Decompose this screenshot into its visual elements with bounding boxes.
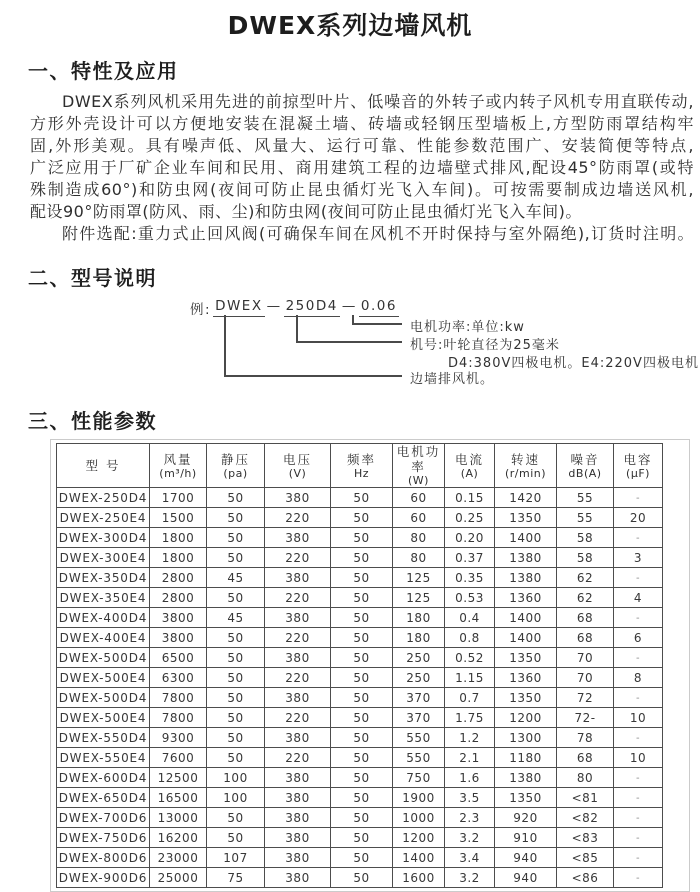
empty-dash: - (635, 772, 641, 784)
table-cell: 50 (207, 808, 265, 828)
model-cell: DWEX-300D4 (57, 528, 150, 548)
table-cell: 50 (331, 488, 393, 508)
table-row (57, 668, 663, 688)
table-cell (614, 788, 663, 808)
table-cell: 380 (265, 568, 331, 588)
model-cell: DWEX-600D4 (57, 768, 150, 788)
table-row (57, 608, 663, 628)
table-cell: 50 (331, 788, 393, 808)
table-row (57, 708, 663, 728)
connector-vertical-series (224, 315, 226, 376)
table-cell: 50 (207, 708, 265, 728)
column-header (393, 444, 445, 488)
table-cell: 380 (265, 488, 331, 508)
table-cell: 3800 (150, 628, 207, 648)
example-size-code: 250D4 (284, 298, 340, 317)
connector-horizontal-size (296, 341, 402, 343)
table-cell: 50 (207, 748, 265, 768)
column-header-label: 转速 (510, 451, 540, 467)
table-cell (614, 848, 663, 868)
example-dash-2: — (341, 298, 357, 314)
table-cell: 2800 (150, 568, 207, 588)
table-cell: 100 (207, 788, 265, 808)
table-cell: 7800 (150, 708, 207, 728)
table-cell: 3 (614, 548, 663, 568)
table-cell (614, 688, 663, 708)
table-cell: 50 (331, 548, 393, 568)
table-cell: 370 (393, 688, 445, 708)
table-cell: 1360 (495, 668, 557, 688)
model-cell: DWEX-500E4 (57, 708, 150, 728)
empty-dash: - (635, 872, 641, 884)
table-cell: 0.35 (445, 568, 495, 588)
table-cell: 1350 (495, 508, 557, 528)
table-cell: 50 (207, 588, 265, 608)
section3-heading: 三、性能参数 (28, 409, 157, 433)
table-cell: 50 (331, 628, 393, 648)
table-cell: 220 (265, 508, 331, 528)
table-cell: 8 (614, 668, 663, 688)
table-cell: 220 (265, 668, 331, 688)
column-header-label: 频率 (346, 451, 376, 467)
table-cell: 6500 (150, 648, 207, 668)
table-cell: 72 (557, 688, 614, 708)
table-cell: 220 (265, 748, 331, 768)
table-cell: 62 (557, 568, 614, 588)
table-cell: 50 (331, 688, 393, 708)
table-cell: 0.8 (445, 628, 495, 648)
table-cell: 50 (207, 548, 265, 568)
table-cell: 100 (207, 768, 265, 788)
table-cell: 50 (331, 508, 393, 528)
table-cell: 220 (265, 548, 331, 568)
table-cell: 6 (614, 628, 663, 648)
table-cell: 750 (393, 768, 445, 788)
column-header (331, 444, 393, 488)
empty-dash: - (635, 812, 641, 824)
table-cell: 1.6 (445, 768, 495, 788)
column-header (557, 444, 614, 488)
model-cell: DWEX-650D4 (57, 788, 150, 808)
table-cell: 50 (207, 688, 265, 708)
table-cell: 550 (393, 728, 445, 748)
table-cell: 2.1 (445, 748, 495, 768)
table-cell: 180 (393, 628, 445, 648)
table-cell: 50 (331, 648, 393, 668)
table-row (57, 688, 663, 708)
empty-dash: - (635, 852, 641, 864)
table-cell: 180 (393, 608, 445, 628)
table-cell: 12500 (150, 768, 207, 788)
table-cell: 10 (614, 708, 663, 728)
table-cell: 1400 (495, 608, 557, 628)
table-cell: 1360 (495, 588, 557, 608)
model-cell: DWEX-750D6 (57, 828, 150, 848)
performance-table-frame (50, 439, 690, 892)
para-line: 固,外形美观。具有噪声低、风量大、运行可靠、性能参数范围广、安装简便等特点, (30, 136, 694, 155)
table-cell: 1.15 (445, 668, 495, 688)
table-cell: 50 (207, 628, 265, 648)
table-cell: 78 (557, 728, 614, 748)
table-cell: <86 (557, 868, 614, 888)
table-row (57, 868, 663, 888)
table-cell: 16500 (150, 788, 207, 808)
table-cell (614, 608, 663, 628)
table-cell: 220 (265, 708, 331, 728)
table-cell: 1350 (495, 688, 557, 708)
table-cell: 1800 (150, 548, 207, 568)
table-row (57, 568, 663, 588)
table-cell: 1380 (495, 568, 557, 588)
column-header-label: 静压 (220, 451, 250, 467)
column-header-unit: (V) (288, 466, 307, 480)
table-cell: 55 (557, 488, 614, 508)
para-line: 方形外壳设计可以方便地安装在混凝土墙、砖墙或轻钢压型墙板上,方型防雨罩结构牢 (30, 114, 694, 133)
table-cell: 1350 (495, 788, 557, 808)
table-cell: 4 (614, 588, 663, 608)
table-cell (614, 768, 663, 788)
model-cell: DWEX-250D4 (57, 488, 150, 508)
table-cell: 1000 (393, 808, 445, 828)
table-cell: 7800 (150, 688, 207, 708)
model-cell: DWEX-700D6 (57, 808, 150, 828)
table-row (57, 828, 663, 848)
column-header-unit: dB(A) (568, 466, 602, 480)
table-cell: 1700 (150, 488, 207, 508)
table-cell: 60 (393, 508, 445, 528)
table-cell: 0.4 (445, 608, 495, 628)
empty-dash: - (635, 732, 641, 744)
model-cell: DWEX-500E4 (57, 668, 150, 688)
table-row (57, 848, 663, 868)
para-line: 配设90°防雨罩(防风、雨、尘)和防虫网(夜间可防止昆虫循灯光飞入车间)。 (30, 202, 582, 221)
table-cell: 50 (207, 648, 265, 668)
model-cell: DWEX-550D4 (57, 728, 150, 748)
table-cell: 50 (331, 768, 393, 788)
model-cell: DWEX-250E4 (57, 508, 150, 528)
table-cell: 50 (207, 508, 265, 528)
table-cell: 1200 (393, 828, 445, 848)
table-cell: 50 (331, 728, 393, 748)
section1-heading: 一、特性及应用 (28, 59, 179, 83)
connector-vertical-size (296, 315, 298, 342)
table-cell: 20 (614, 508, 663, 528)
table-cell: 50 (331, 608, 393, 628)
table-cell: 68 (557, 628, 614, 648)
table-cell: 50 (331, 588, 393, 608)
table-cell: 107 (207, 848, 265, 868)
table-cell: 3.2 (445, 868, 495, 888)
table-cell: 60 (393, 488, 445, 508)
table-cell: 62 (557, 588, 614, 608)
table-row (57, 508, 663, 528)
callout-motor-power: 电机功率:单位:kw (410, 320, 525, 335)
table-header-row (57, 444, 663, 488)
table-cell: 0.37 (445, 548, 495, 568)
table-cell: 1800 (150, 528, 207, 548)
table-cell: 45 (207, 608, 265, 628)
table-cell: 380 (265, 688, 331, 708)
table-cell: 50 (207, 668, 265, 688)
callout-machine-no: 机号:叶轮直径为25毫米 (410, 338, 560, 353)
table-cell: 50 (331, 668, 393, 688)
column-header (207, 444, 265, 488)
table-cell: 25000 (150, 868, 207, 888)
table-cell: 0.52 (445, 648, 495, 668)
table-cell: 1380 (495, 768, 557, 788)
table-cell: 80 (393, 528, 445, 548)
empty-dash: - (635, 832, 641, 844)
table-row (57, 588, 663, 608)
column-header-label: 电机功率 (396, 444, 441, 474)
table-cell: 7600 (150, 748, 207, 768)
example-series-code: DWEX (213, 298, 265, 317)
column-header-unit: (r/min) (504, 466, 547, 480)
table-cell: 380 (265, 828, 331, 848)
table-cell (614, 648, 663, 668)
model-cell: DWEX-350D4 (57, 568, 150, 588)
table-cell: 3.2 (445, 828, 495, 848)
table-cell: 58 (557, 548, 614, 568)
table-cell: 380 (265, 788, 331, 808)
model-cell: DWEX-300E4 (57, 548, 150, 568)
table-cell: 3800 (150, 608, 207, 628)
table-cell: 920 (495, 808, 557, 828)
connector-horizontal-series (224, 375, 402, 377)
para-line: 殊制造成60°)和防虫网(夜间可防止昆虫循灯光飞入车间)。可按需要制成边墙送风机, (30, 180, 694, 199)
model-cell: DWEX-550E4 (57, 748, 150, 768)
performance-table (56, 443, 663, 888)
table-cell (614, 808, 663, 828)
table-cell: 1300 (495, 728, 557, 748)
table-cell: <81 (557, 788, 614, 808)
page-title: DWEX系列边墙风机 (227, 11, 473, 40)
table-row (57, 548, 663, 568)
table-row (57, 648, 663, 668)
table-cell: 380 (265, 868, 331, 888)
table-cell: 0.25 (445, 508, 495, 528)
table-cell: 1600 (393, 868, 445, 888)
model-cell: DWEX-500D4 (57, 648, 150, 668)
table-cell (614, 868, 663, 888)
table-row (57, 528, 663, 548)
table-cell: 70 (557, 648, 614, 668)
column-header-unit: (m³/h) (159, 466, 197, 480)
table-cell: 380 (265, 808, 331, 828)
table-cell (614, 728, 663, 748)
table-cell: 55 (557, 508, 614, 528)
table-cell: 1900 (393, 788, 445, 808)
table-cell: 1200 (495, 708, 557, 728)
table-cell: 250 (393, 648, 445, 668)
table-cell: 6300 (150, 668, 207, 688)
table-cell: 1500 (150, 508, 207, 528)
table-cell: 50 (331, 808, 393, 828)
empty-dash: - (635, 572, 641, 584)
table-cell: 50 (207, 488, 265, 508)
column-header-label: 电容 (623, 451, 653, 467)
table-cell: 68 (557, 748, 614, 768)
table-cell: 125 (393, 588, 445, 608)
table-cell (614, 828, 663, 848)
table-cell: 1.2 (445, 728, 495, 748)
model-cell: DWEX-800D6 (57, 848, 150, 868)
para-line: 附件选配:重力式止回风阀(可确保车间在风机不开时保持与室外隔绝),订货时注明。 (62, 224, 694, 243)
table-cell: 1.75 (445, 708, 495, 728)
table-cell: 910 (495, 828, 557, 848)
empty-dash: - (635, 612, 641, 624)
column-header (150, 444, 207, 488)
table-body (57, 488, 663, 888)
table-cell: 1420 (495, 488, 557, 508)
table-cell: 75 (207, 868, 265, 888)
table-cell: 80 (557, 768, 614, 788)
table-row (57, 748, 663, 768)
column-header-label: 电压 (282, 451, 312, 467)
table-cell: 80 (393, 548, 445, 568)
table-cell: 940 (495, 868, 557, 888)
column-header (445, 444, 495, 488)
table-cell: <82 (557, 808, 614, 828)
model-example-code (188, 298, 399, 318)
model-cell: DWEX-350E4 (57, 588, 150, 608)
empty-dash: - (635, 532, 641, 544)
model-cell: DWEX-900D6 (57, 868, 150, 888)
table-cell: 50 (331, 568, 393, 588)
empty-dash: - (635, 652, 641, 664)
table-cell: 0.15 (445, 488, 495, 508)
column-header-unit: (μF) (626, 466, 650, 480)
column-header-label: 电流 (454, 451, 484, 467)
table-cell: <83 (557, 828, 614, 848)
para-line: DWEX系列风机采用先进的前掠型叶片、低噪音的外转子或内转子风机专用直联传动, (62, 92, 694, 111)
table-cell: 380 (265, 648, 331, 668)
table-cell: 220 (265, 628, 331, 648)
column-header-label: 噪音 (570, 451, 600, 467)
table-cell: 940 (495, 848, 557, 868)
table-cell: 1380 (495, 548, 557, 568)
table-row (57, 808, 663, 828)
table-cell: 1400 (495, 528, 557, 548)
table-row (57, 768, 663, 788)
table-cell: 10 (614, 748, 663, 768)
callout-motor-type: D4:380V四极电机。E4:220V四极电机 (448, 356, 699, 371)
table-cell: 16200 (150, 828, 207, 848)
empty-dash: - (635, 792, 641, 804)
table-cell: 58 (557, 528, 614, 548)
table-cell: 380 (265, 768, 331, 788)
table-cell: 1400 (393, 848, 445, 868)
model-cell: DWEX-400E4 (57, 628, 150, 648)
table-cell: 50 (331, 848, 393, 868)
para-line: 广泛应用于厂矿企业车间和民用、商用建筑工程的边墙壁式排风,配设45°防雨罩(或特 (30, 158, 694, 177)
table-cell (614, 568, 663, 588)
table-cell: 250 (393, 668, 445, 688)
callout-fan-type: 边墙排风机。 (410, 372, 495, 387)
table-cell: 9300 (150, 728, 207, 748)
column-header (495, 444, 557, 488)
table-cell: 1400 (495, 628, 557, 648)
column-header (57, 444, 150, 488)
table-cell: <85 (557, 848, 614, 868)
table-cell: 2.3 (445, 808, 495, 828)
connector-horizontal-power (352, 323, 402, 325)
table-cell: 3.4 (445, 848, 495, 868)
table-cell: 50 (207, 828, 265, 848)
table-cell: 3.5 (445, 788, 495, 808)
table-row (57, 628, 663, 648)
table-cell: 13000 (150, 808, 207, 828)
column-header-label: 型 号 (85, 458, 121, 473)
table-cell: 68 (557, 608, 614, 628)
table-row (57, 788, 663, 808)
column-header-unit: (W) (408, 474, 429, 487)
table-cell: 380 (265, 528, 331, 548)
column-header-unit: Hz (353, 466, 370, 480)
table-cell: 380 (265, 848, 331, 868)
table-cell: 72- (557, 708, 614, 728)
table-cell: 1350 (495, 648, 557, 668)
table-cell: 125 (393, 568, 445, 588)
table-cell: 1180 (495, 748, 557, 768)
column-header (265, 444, 331, 488)
empty-dash: - (635, 692, 641, 704)
column-header-label: 风量 (163, 451, 193, 467)
example-prefix: 例: (190, 302, 212, 318)
table-cell: 50 (331, 748, 393, 768)
table-cell: 50 (331, 528, 393, 548)
table-cell: 380 (265, 728, 331, 748)
table-cell: 50 (331, 868, 393, 888)
table-cell: 370 (393, 708, 445, 728)
model-cell: DWEX-400D4 (57, 608, 150, 628)
table-cell: 45 (207, 568, 265, 588)
table-cell: 550 (393, 748, 445, 768)
table-cell: 2800 (150, 588, 207, 608)
example-power-code: 0.06 (359, 298, 399, 317)
table-cell: 0.53 (445, 588, 495, 608)
column-header (614, 444, 663, 488)
table-cell (614, 528, 663, 548)
table-cell: 23000 (150, 848, 207, 868)
section2-heading: 二、型号说明 (28, 266, 157, 290)
features-paragraph (30, 91, 694, 245)
column-header-unit: (pa) (223, 466, 248, 480)
table-cell: 50 (207, 728, 265, 748)
column-header-unit: (A) (460, 466, 479, 480)
table-row (57, 488, 663, 508)
table-cell: 380 (265, 608, 331, 628)
table-cell: 50 (207, 528, 265, 548)
model-code-diagram (0, 296, 700, 404)
table-cell: 50 (331, 708, 393, 728)
table-cell: 70 (557, 668, 614, 688)
table-cell: 50 (331, 828, 393, 848)
table-cell (614, 488, 663, 508)
table-cell: 0.7 (445, 688, 495, 708)
example-dash-1: — (266, 298, 282, 314)
empty-dash: - (635, 492, 641, 504)
table-header (57, 444, 663, 488)
model-cell: DWEX-500D4 (57, 688, 150, 708)
table-row (57, 728, 663, 748)
table-cell: 220 (265, 588, 331, 608)
table-cell: 0.20 (445, 528, 495, 548)
